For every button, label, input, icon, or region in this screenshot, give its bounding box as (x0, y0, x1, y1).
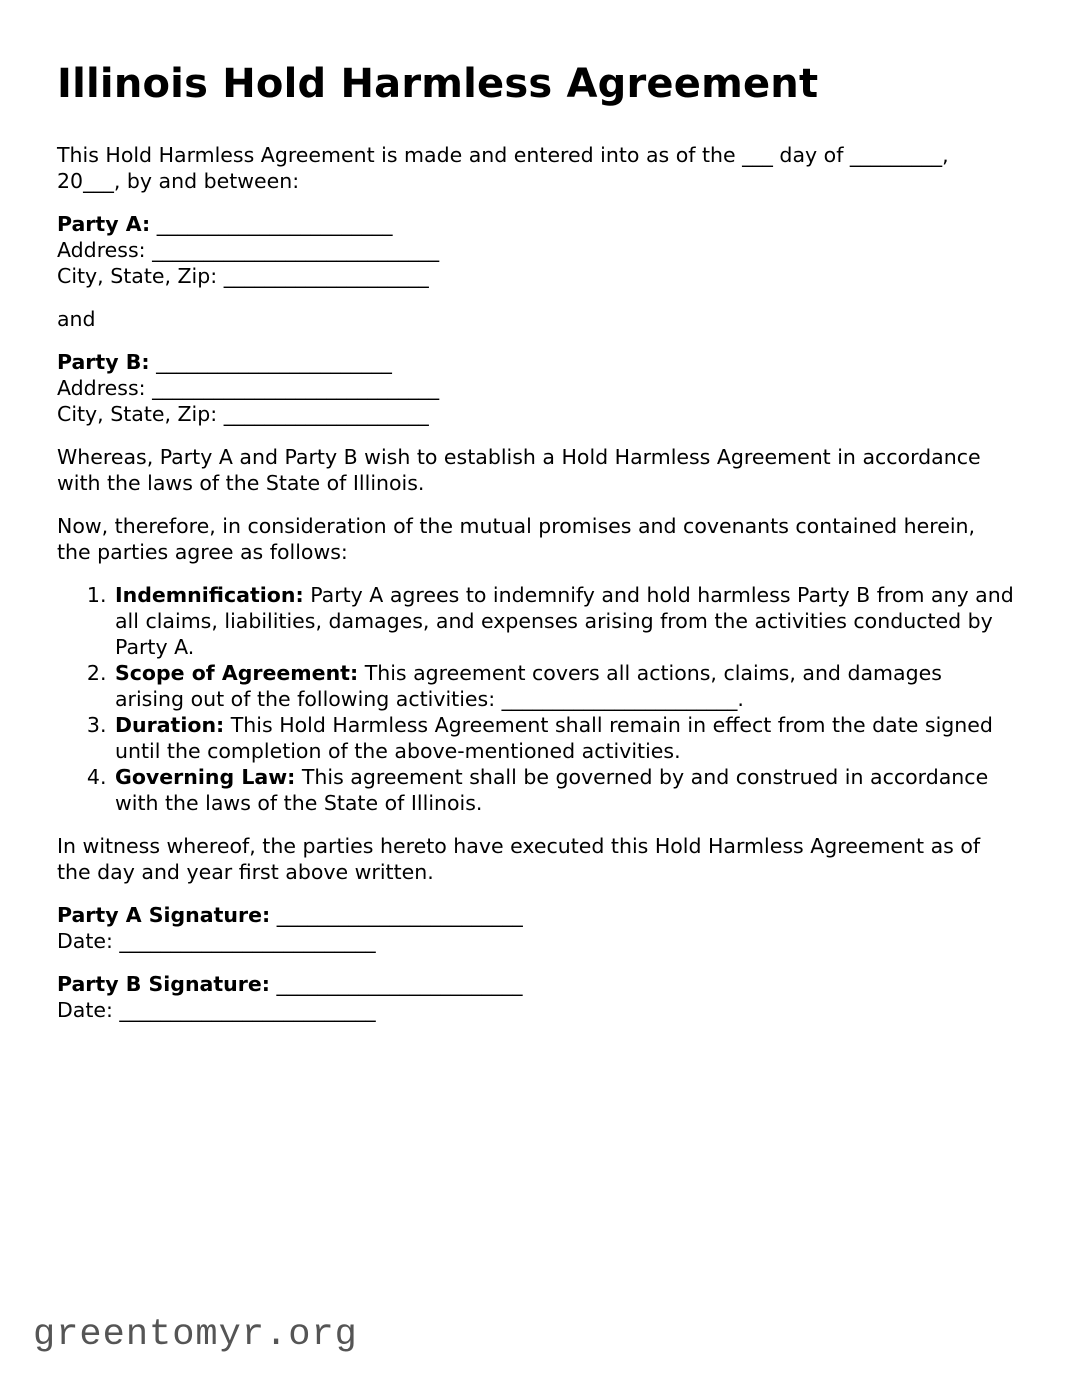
witness-paragraph: In witness whereof, the parties hereto have executed this Hold Harmless Agreement as of the day and year first above written. (57, 834, 981, 884)
party-b-block (57, 349, 1015, 427)
party-a-city-line (57, 263, 1015, 289)
party-b-city-label: City, State, Zip: (57, 402, 218, 426)
list-item (113, 764, 1015, 816)
party-a-address-blank: ____________________________ (145, 238, 440, 262)
whereas-paragraph: Whereas, Party A and Party B wish to establish a Hold Harmless Agreement in accordance with the laws of the State of Illinois. (57, 445, 981, 495)
party-b-date-line (57, 997, 1015, 1023)
party-a-name-line (57, 211, 1015, 237)
party-a-date-line (57, 928, 1015, 954)
term-heading: Scope of Agreement: (115, 661, 359, 685)
party-a-signature-blank: ________________________ (270, 903, 523, 927)
party-b-date-label: Date: (57, 998, 113, 1022)
page-title: Illinois Hold Harmless Agreement (57, 61, 819, 107)
party-b-address-line (57, 375, 1015, 401)
party-a-signature-label: Party A Signature: (57, 903, 271, 927)
party-b-city-blank: ____________________ (217, 402, 429, 426)
list-item (113, 582, 1015, 660)
party-a-name-blank: _______________________ (150, 212, 393, 236)
party-a-address-line (57, 237, 1015, 263)
document-body (57, 60, 1015, 1040)
now-therefore-paragraph: Now, therefore, in consideration of the mutual promises and covenants contained herein, the parties agree as follows: (57, 514, 976, 564)
party-a-signature-line (57, 902, 1015, 928)
party-a-date-label: Date: (57, 929, 113, 953)
party-b-name-blank: _______________________ (149, 350, 392, 374)
party-b-signature-blank: ________________________ (269, 972, 523, 996)
party-b-address-blank: ____________________________ (145, 376, 440, 400)
term-heading: Indemnification: (115, 583, 304, 607)
party-a-name-label: Party A: (57, 212, 151, 236)
party-a-city-label: City, State, Zip: (57, 264, 218, 288)
signature-block-party-a (57, 902, 1015, 954)
list-item (113, 660, 1015, 712)
signature-block-party-b (57, 971, 1015, 1023)
intro-paragraph: This Hold Harmless Agreement is made and entered into as of the ___ day of _________, 20___, by and between: (57, 143, 949, 193)
party-b-city-line (57, 401, 1015, 427)
party-a-city-blank: ____________________ (217, 264, 429, 288)
list-item (113, 712, 1015, 764)
party-b-date-blank: _________________________ (112, 998, 376, 1022)
party-b-name-line (57, 349, 1015, 375)
term-body: This Hold Harmless Agreement shall remain in effect from the date signed until the completion of the above-mentioned activities. (115, 713, 993, 763)
terms-list (57, 582, 1015, 816)
conjunction-line: and (57, 307, 96, 331)
party-b-signature-label: Party B Signature: (57, 972, 270, 996)
term-heading: Duration: (115, 713, 225, 737)
party-b-address-label: Address: (57, 376, 146, 400)
term-heading: Governing Law: (115, 765, 296, 789)
site-watermark: greentomyr.org (33, 1314, 358, 1356)
party-a-address-label: Address: (57, 238, 146, 262)
party-b-name-label: Party B: (57, 350, 150, 374)
term-body: This agreement shall be governed by and construed in accordance with the laws of the State of Illinois. (115, 765, 989, 815)
term-body: This agreement covers all actions, claims, and damages arising out of the following activities: _______________________. (115, 661, 942, 711)
term-body: Party A agrees to indemnify and hold harmless Party B from any and all claims, liabilities, damages, and expenses arising from the activities conducted by Party A. (115, 583, 1014, 659)
party-a-block (57, 211, 1015, 289)
party-a-date-blank: _________________________ (112, 929, 376, 953)
party-b-signature-line (57, 971, 1015, 997)
